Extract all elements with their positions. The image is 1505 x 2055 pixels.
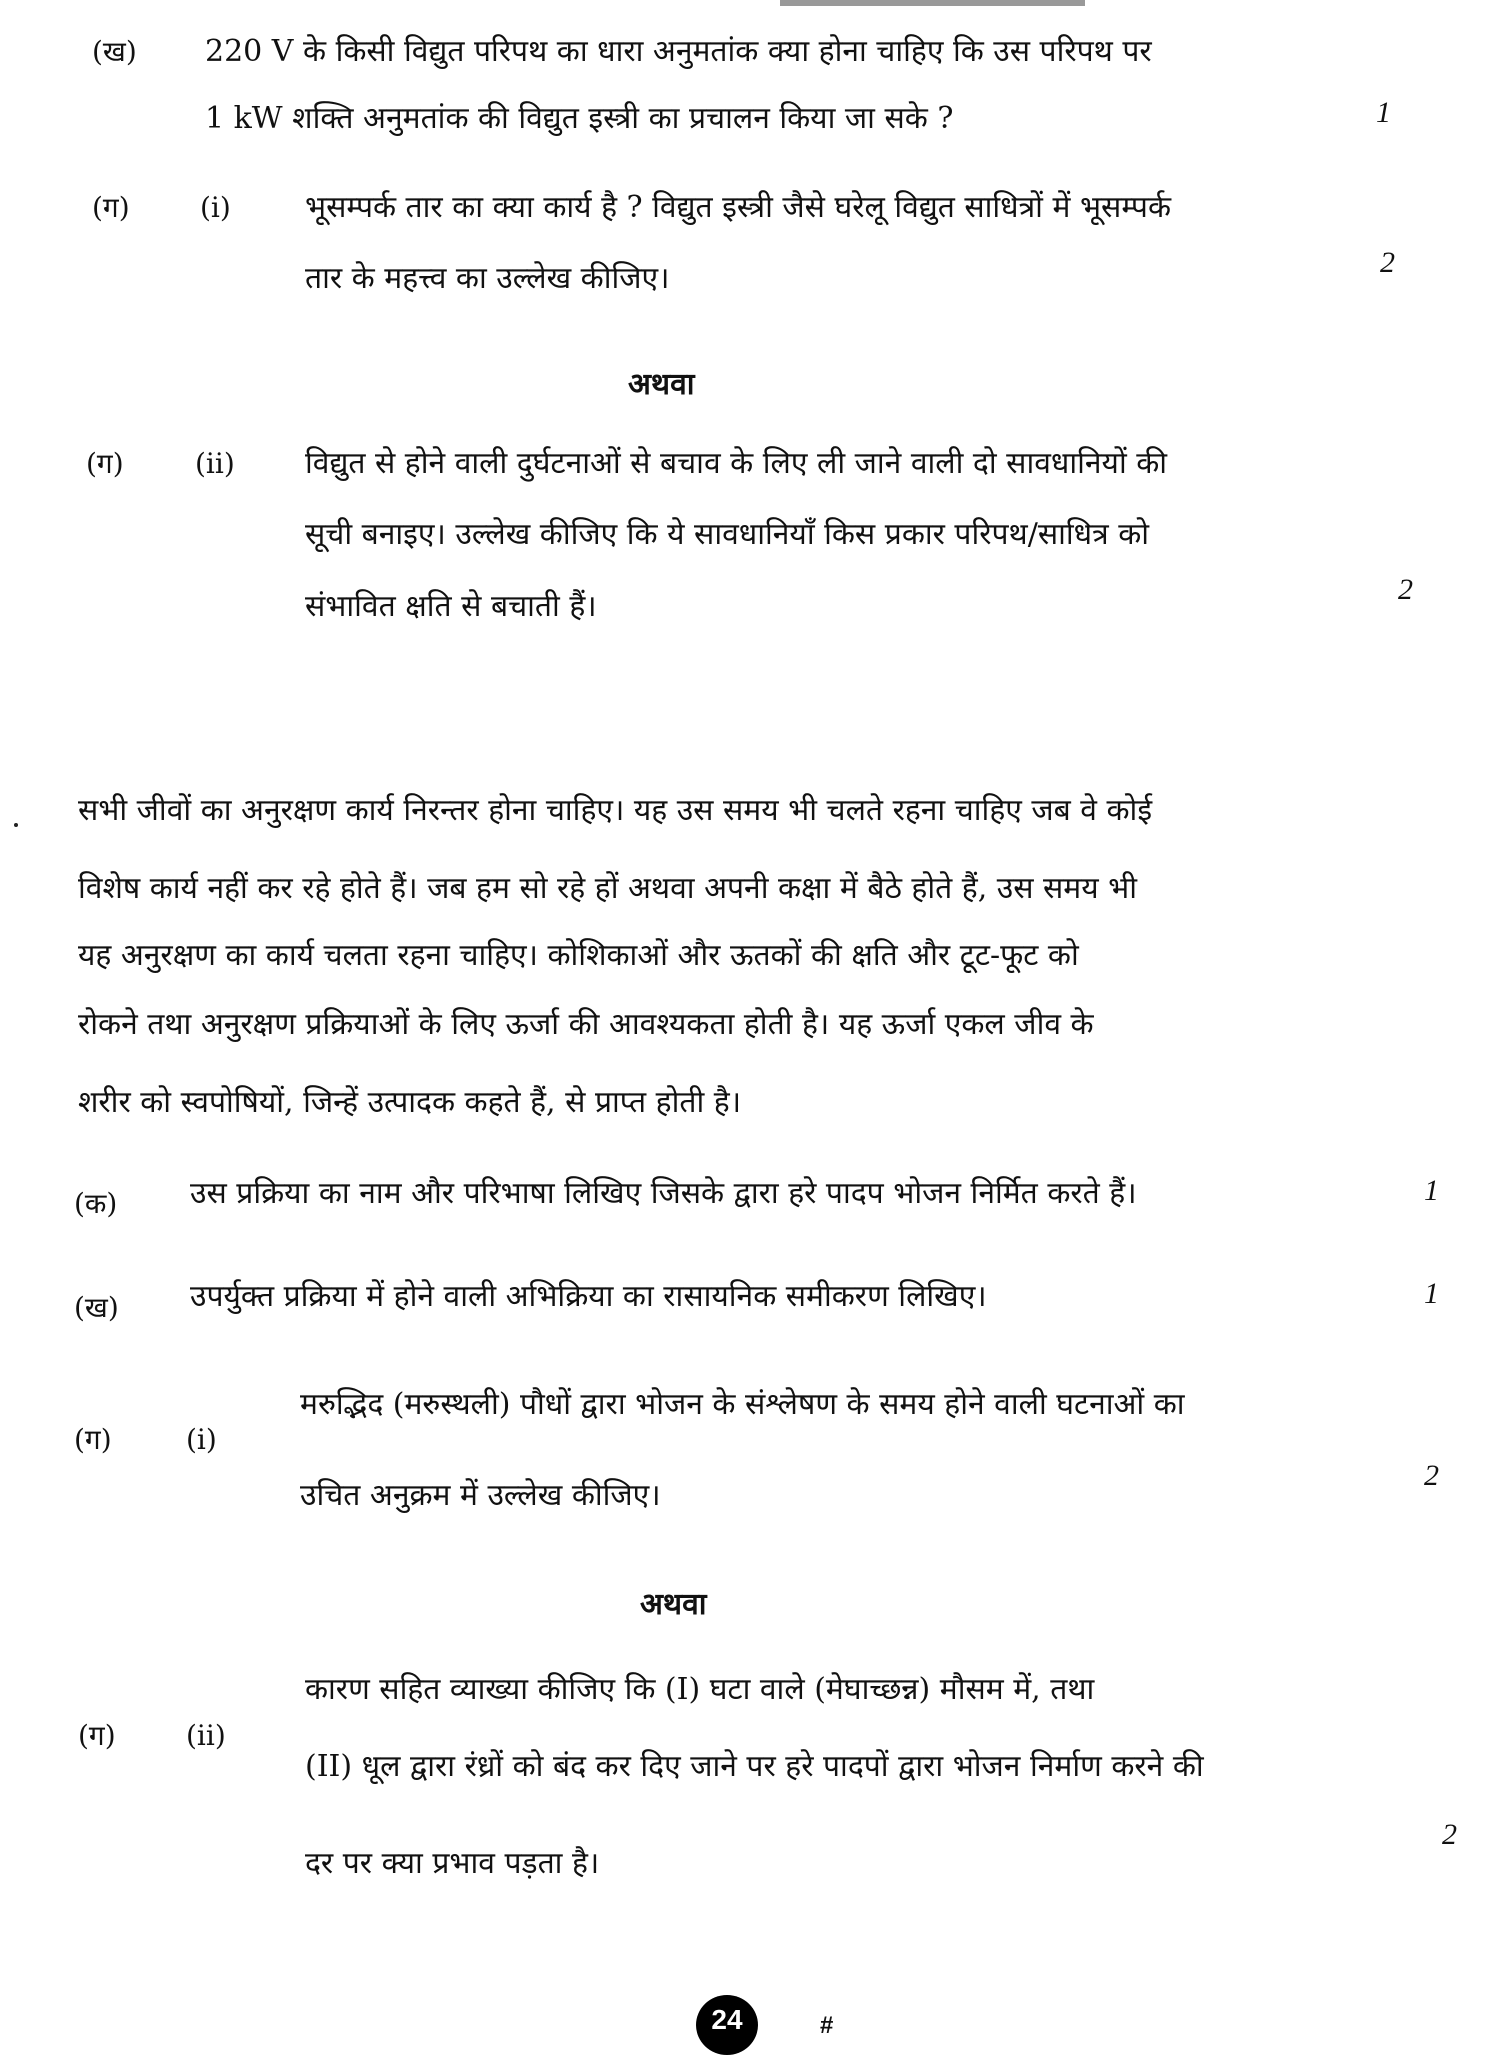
or-heading: अथवा (628, 367, 695, 402)
text-line: उपर्युक्त प्रक्रिया में होने वाली अभिक्रिया का रासायनिक समीकरण लिखिए। (190, 1279, 987, 1314)
text-line: मरुद्भिद (मरुस्थली) पौधों द्वारा भोजन के संश्लेषण के समय होने वाली घटनाओं का (300, 1387, 1185, 1422)
passage-line: विशेष कार्य नहीं कर रहे होते हैं। जब हम सो रहे हों अथवा अपनी कक्षा में बैठे होते हैं, उस समय भी (78, 871, 1138, 906)
label-ka: (क) (74, 1187, 118, 1220)
marks: 2 (1380, 246, 1395, 279)
marks: 1 (1424, 1174, 1439, 1207)
marks: 1 (1376, 96, 1391, 129)
passage-line: सभी जीवों का अनुरक्षण कार्य निरन्तर होना चाहिए। यह उस समय भी चलते रहना चाहिए जब वे कोई (78, 793, 1153, 828)
label-ga: (ग) (86, 447, 124, 480)
sub-label: (i) (186, 1423, 217, 1456)
passage-line: रोकने तथा अनुरक्षण प्रक्रियाओं के लिए ऊर्जा की आवश्यकता होती है। यह ऊर्जा एकल जीव के (78, 1007, 1094, 1042)
page-header-strip (780, 0, 1085, 6)
text-line: विद्युत से होने वाली दुर्घटनाओं से बचाव के लिए ली जाने वाली दो सावधानियों की (305, 446, 1168, 481)
text-line: भूसम्पर्क तार का क्या कार्य है ? विद्युत इस्त्री जैसे घरेलू विद्युत साधित्रों में भूसम्पर्क (305, 190, 1171, 225)
marks: 2 (1424, 1459, 1439, 1492)
label-kha: (ख) (74, 1291, 119, 1324)
marks: 2 (1398, 573, 1413, 606)
label-ga: (ग) (78, 1719, 116, 1752)
text-line: 220 V के किसी विद्युत परिपथ का धारा अनुमतांक क्या होना चाहिए कि उस परिपथ पर (205, 34, 1152, 69)
text-line: 1 kW शक्ति अनुमतांक की विद्युत इस्त्री का प्रचालन किया जा सके ? (205, 101, 954, 136)
bullet-mark (14, 823, 18, 827)
text-line: (II) धूल द्वारा रंध्रों को बंद कर दिए जाने पर हरे पादपों द्वारा भोजन निर्माण करने की (305, 1749, 1204, 1784)
text-line: उस प्रक्रिया का नाम और परिभाषा लिखिए जिसके द्वारा हरे पादप भोजन निर्मित करते हैं। (190, 1176, 1137, 1211)
text-line: संभावित क्षति से बचाती हैं। (305, 589, 597, 624)
text-line: सूची बनाइए। उल्लेख कीजिए कि ये सावधानियाँ किस प्रकार परिपथ/साधित्र को (305, 517, 1150, 552)
label-kha: (ख) (92, 35, 137, 68)
sub-label: (ii) (195, 447, 235, 480)
sub-label: (ii) (186, 1719, 226, 1752)
sub-label: (i) (200, 191, 231, 224)
page-number: 24 (696, 1995, 758, 2055)
text-line: दर पर क्या प्रभाव पड़ता है। (305, 1846, 600, 1881)
or-heading: अथवा (640, 1587, 707, 1622)
marks: 1 (1424, 1277, 1439, 1310)
marks: 2 (1442, 1818, 1457, 1851)
passage-line: शरीर को स्वपोषियों, जिन्हें उत्पादक कहते हैं, से प्राप्त होती है। (78, 1085, 742, 1120)
text-line: तार के महत्त्व का उल्लेख कीजिए। (305, 261, 670, 296)
passage-line: यह अनुरक्षण का कार्य चलता रहना चाहिए। कोशिकाओं और ऊतकों की क्षति और टूट-फूट को (78, 938, 1079, 973)
footer-symbol: # (820, 2012, 834, 2039)
label-ga: (ग) (74, 1423, 112, 1456)
text-line: कारण सहित व्याख्या कीजिए कि (I) घटा वाले (मेघाच्छन्न) मौसम में, तथा (305, 1672, 1095, 1707)
text-line: उचित अनुक्रम में उल्लेख कीजिए। (300, 1478, 661, 1513)
label-ga: (ग) (92, 191, 130, 224)
